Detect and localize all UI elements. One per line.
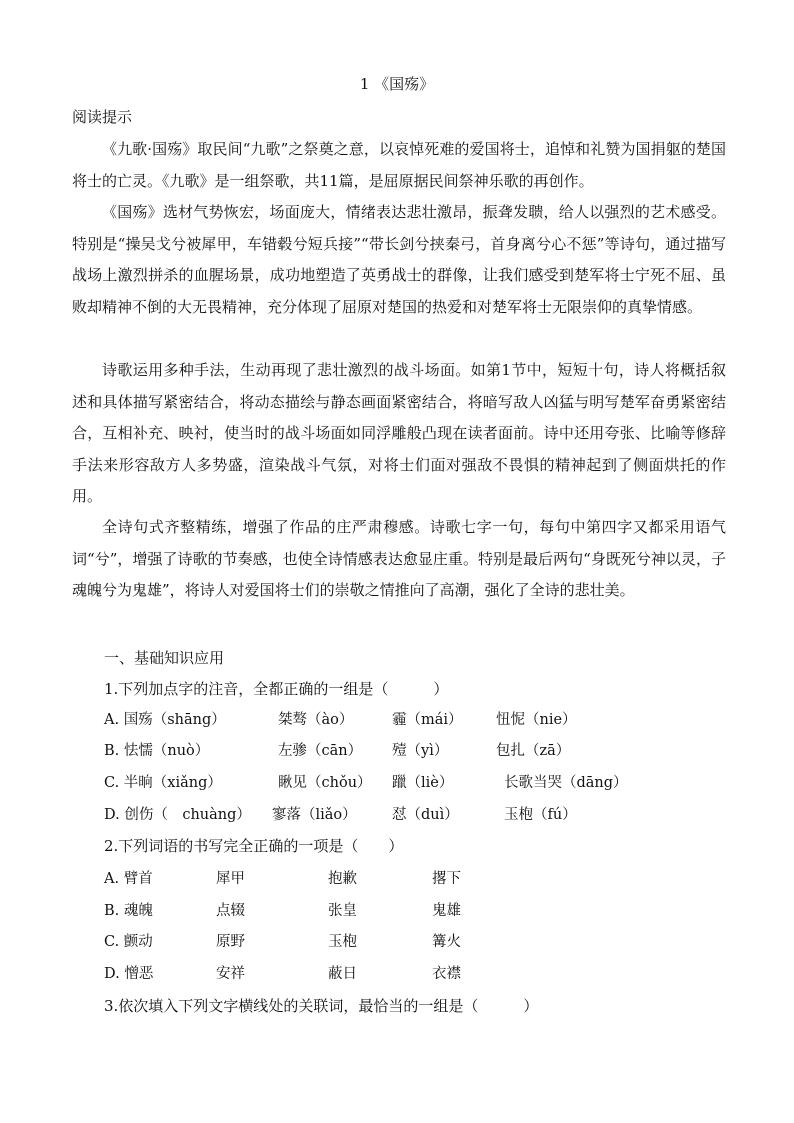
option-cell: 张皇 bbox=[328, 903, 357, 919]
option-cell: C. 颤动 bbox=[104, 934, 153, 950]
option-cell: 篝火 bbox=[432, 934, 461, 950]
option-cell: B. 怯懦（nuò） bbox=[104, 743, 210, 759]
option-cell: 衣襟 bbox=[432, 966, 461, 982]
option-cell: 躐（liè） bbox=[392, 775, 454, 791]
option-cell: 犀甲 bbox=[216, 871, 245, 887]
option-cell: 玉枹（fú） bbox=[504, 807, 577, 823]
option-cell: 寥落（liǎo） bbox=[272, 807, 357, 823]
option-cell: D. 创伤（ chuàng） bbox=[104, 807, 251, 823]
question-1-stem: 1.下列加点字的注音，全都正确的一组是（ ） bbox=[104, 680, 449, 698]
option-cell: 原野 bbox=[216, 934, 245, 950]
section-heading: 一、基础知识应用 bbox=[104, 649, 225, 667]
option-cell: 安祥 bbox=[216, 966, 245, 982]
option-cell: 抱歉 bbox=[328, 871, 357, 887]
option-cell: 蔽日 bbox=[328, 966, 357, 982]
question-2-stem: 2.下列词语的书写完全正确的一项是（ ） bbox=[104, 837, 404, 855]
option-cell: 桀骜（ào） bbox=[278, 712, 354, 728]
option-cell: 瞅见（chǒu） bbox=[278, 775, 372, 791]
option-cell: 怼（duì） bbox=[392, 807, 459, 823]
option-cell: 撂下 bbox=[432, 871, 461, 887]
option-cell: 玉枹 bbox=[328, 934, 357, 950]
option-cell: 长歌当哭（dāng） bbox=[504, 775, 628, 791]
option-cell: A. 国殇（shāng） bbox=[104, 712, 226, 728]
option-cell: A. 臂首 bbox=[104, 871, 153, 887]
reading-tip-paragraph-2: 《国殇》选材气势恢宏，场面庞大，情绪表达悲壮激昂，振聋发聩，给人以强烈的艺术感受。特别是“操吴戈兮被犀甲，车错毂兮短兵接”“带长剑兮挟秦弓，首身离兮心不惩”等诗句，通过描写战场上激烈拼杀的血腥场景，成功地塑造了英勇战士的群像，让我们感受到楚军将士宁死不屈、虽败却精神不倒的大无畏精神，充分体现了屈原对楚国的热爱和对楚军将士无限崇仰的真挚情感。 bbox=[72, 203, 726, 316]
option-cell: 包扎（zā） bbox=[496, 743, 571, 759]
question-3-stem: 3.依次填入下列文字横线处的关联词，最恰当的一组是（ ） bbox=[104, 997, 539, 1015]
reading-tip-paragraph-3: 诗歌运用多种手法，生动再现了悲壮激烈的战斗场面。如第1节中，短短十句，诗人将概括叙述和具体描写紧密结合，将动态描绘与静态画面紧密结合，将暗写敌人凶猛与明写楚军奋勇紧密结合，互相补充、映衬，使当时的战斗场面如同浮雕般凸现在读者面前。诗中还用夸张、比喻等修辞手法来形容敌方人多势盛，渲染战斗气氛，对将士们面对强敌不畏惧的精神起到了侧面烘托的作用。 bbox=[72, 361, 726, 505]
option-cell: 忸怩（nie） bbox=[496, 712, 577, 728]
option-cell: 点辍 bbox=[216, 903, 245, 919]
reading-tip-heading: 阅读提示 bbox=[72, 108, 133, 126]
option-cell: 殪（yì） bbox=[392, 743, 449, 759]
document-title: 1 《国殇》 bbox=[359, 75, 435, 93]
reading-tip-paragraph-1: 《九歌·国殇》取民间“九歌”之祭奠之意，以哀悼死难的爱国将士，追悼和礼赞为国捐躯的楚国将士的亡灵。《九歌》是一组祭歌，共11篇，是屈原据民间祭神乐歌的再创作。 bbox=[72, 140, 726, 190]
option-cell: 左骖（cān） bbox=[278, 743, 363, 759]
option-cell: 鬼雄 bbox=[432, 903, 461, 919]
option-cell: D. 憎恶 bbox=[104, 966, 154, 982]
option-cell: B. 魂魄 bbox=[104, 903, 153, 919]
reading-tip-paragraph-4: 全诗句式齐整精练，增强了作品的庄严肃穆感。诗歌七字一句，每句中第四字又都采用语气词“兮”，增强了诗歌的节奏感，也使全诗情感表达愈显庄重。特别是最后两句“身既死兮神以灵，子魂魄兮为鬼雄”，将诗人对爱国将士们的崇敬之情推向了高潮，强化了全诗的悲壮美。 bbox=[72, 518, 726, 599]
option-cell: 霾（mái） bbox=[392, 712, 463, 728]
option-cell: C. 半晌（xiǎng） bbox=[104, 775, 222, 791]
